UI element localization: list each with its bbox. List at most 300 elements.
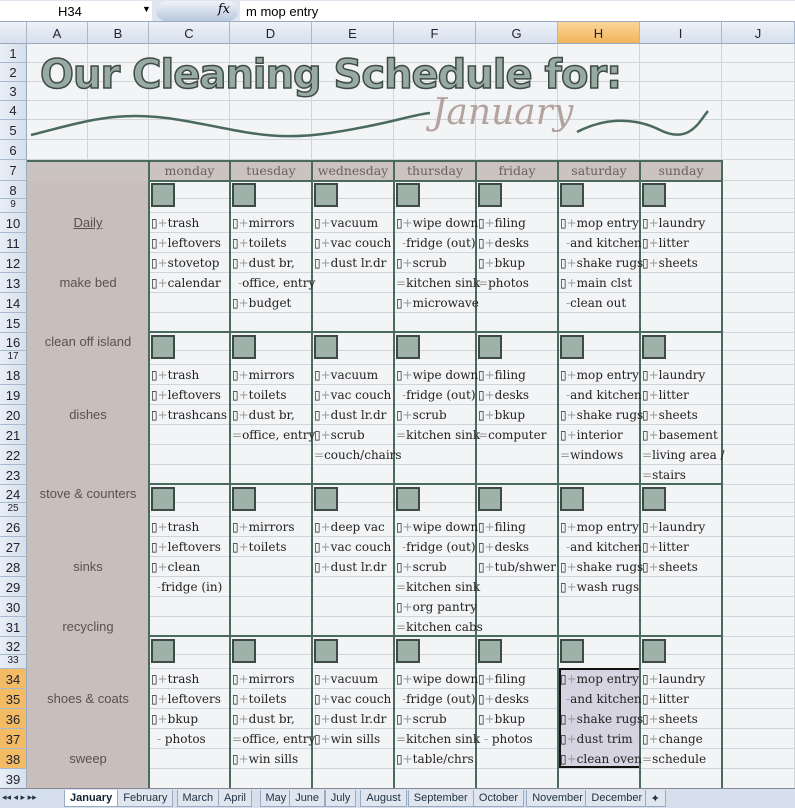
checkbox-icon[interactable]: ▯ [314, 672, 321, 686]
row-header-11[interactable]: 11 [0, 233, 27, 253]
checkbox-icon[interactable]: ▯ [396, 712, 403, 726]
task-item[interactable] [558, 577, 640, 597]
sheet-tab-september[interactable]: September [408, 790, 474, 807]
checkbox-icon[interactable]: ▯ [478, 520, 485, 534]
row-header-17[interactable]: 17 [0, 351, 27, 365]
task-item[interactable] [394, 405, 476, 425]
column-header-G[interactable]: G [476, 22, 558, 44]
row-header-12[interactable]: 12 [0, 253, 27, 273]
checkbox-icon[interactable]: ▯ [232, 256, 239, 270]
checkbox-icon[interactable]: ▯ [232, 712, 239, 726]
checkbox-icon[interactable]: ▯ [560, 560, 567, 574]
task-item[interactable] [394, 365, 479, 385]
task-continuation[interactable] [149, 729, 230, 749]
checkbox-icon[interactable]: ▯ [314, 256, 321, 270]
checkbox-icon[interactable]: ▯ [314, 388, 321, 402]
task-item[interactable] [394, 749, 476, 769]
task-continuation[interactable] [640, 749, 722, 769]
column-header-C[interactable]: C [149, 22, 230, 44]
week-checkbox[interactable] [396, 487, 420, 511]
checkbox-icon[interactable]: ▯ [642, 216, 649, 230]
row-header-39[interactable]: 39 [0, 769, 27, 789]
task-item[interactable] [640, 537, 722, 557]
checkbox-icon[interactable]: ▯ [478, 692, 485, 706]
column-header-E[interactable]: E [312, 22, 394, 44]
row-header-21[interactable]: 21 [0, 425, 27, 445]
week-checkbox[interactable] [396, 639, 420, 663]
checkbox-icon[interactable]: ▯ [314, 540, 321, 554]
task-item[interactable] [149, 689, 230, 709]
task-continuation[interactable] [558, 233, 640, 253]
week-checkbox[interactable] [314, 183, 338, 207]
task-continuation[interactable] [312, 445, 402, 465]
task-continuation[interactable] [230, 729, 316, 749]
checkbox-icon[interactable]: ▯ [314, 520, 321, 534]
row-header-34[interactable]: 34 [0, 669, 27, 689]
week-checkbox[interactable] [232, 183, 256, 207]
task-continuation[interactable] [640, 445, 725, 465]
task-item[interactable] [558, 253, 644, 273]
checkbox-icon[interactable]: ▯ [478, 560, 485, 574]
checkbox-icon[interactable]: ▯ [642, 732, 649, 746]
task-item[interactable] [149, 669, 230, 689]
column-header-A[interactable]: A [27, 22, 88, 44]
task-item[interactable] [640, 365, 722, 385]
task-item[interactable] [149, 517, 230, 537]
task-item[interactable] [558, 517, 640, 537]
checkbox-icon[interactable]: ▯ [560, 732, 567, 746]
week-checkbox[interactable] [396, 183, 420, 207]
checkbox-icon[interactable]: ▯ [232, 520, 239, 534]
task-item[interactable] [230, 293, 312, 313]
column-header-J[interactable]: J [722, 22, 795, 44]
week-checkbox[interactable] [151, 639, 175, 663]
checkbox-icon[interactable]: ▯ [560, 752, 567, 766]
checkbox-icon[interactable]: ▯ [642, 520, 649, 534]
row-header-29[interactable]: 29 [0, 577, 27, 597]
task-item[interactable] [312, 537, 394, 557]
task-item[interactable] [230, 213, 312, 233]
checkbox-icon[interactable]: ▯ [396, 256, 403, 270]
checkbox-icon[interactable]: ▯ [478, 388, 485, 402]
checkbox-icon[interactable]: ▯ [314, 732, 321, 746]
task-item[interactable] [476, 385, 558, 405]
checkbox-icon[interactable]: ▯ [560, 256, 567, 270]
sheet-tab-november[interactable]: November [526, 790, 589, 807]
task-item[interactable] [394, 709, 476, 729]
task-item[interactable] [476, 709, 558, 729]
checkbox-icon[interactable]: ▯ [560, 368, 567, 382]
row-header-30[interactable]: 30 [0, 597, 27, 617]
row-header-36[interactable]: 36 [0, 709, 27, 729]
task-continuation[interactable] [394, 689, 476, 709]
task-item[interactable] [558, 365, 640, 385]
week-checkbox[interactable] [560, 487, 584, 511]
task-continuation[interactable] [394, 729, 481, 749]
task-continuation[interactable] [558, 445, 640, 465]
row-header-10[interactable]: 10 [0, 213, 27, 233]
task-item[interactable] [230, 365, 312, 385]
row-header-6[interactable]: 6 [0, 140, 27, 160]
row-header-14[interactable]: 14 [0, 293, 27, 313]
row-header-35[interactable]: 35 [0, 689, 27, 709]
column-header-B[interactable]: B [88, 22, 149, 44]
task-item[interactable] [558, 213, 640, 233]
checkbox-icon[interactable]: ▯ [396, 368, 403, 382]
sheet-tab-june[interactable]: June [289, 790, 325, 807]
task-item[interactable] [230, 405, 312, 425]
row-header-20[interactable]: 20 [0, 405, 27, 425]
task-item[interactable] [476, 689, 558, 709]
week-checkbox[interactable] [560, 639, 584, 663]
checkbox-icon[interactable]: ▯ [642, 712, 649, 726]
checkbox-icon[interactable]: ▯ [478, 712, 485, 726]
checkbox-icon[interactable]: ▯ [642, 408, 649, 422]
task-continuation[interactable] [394, 385, 476, 405]
checkbox-icon[interactable]: ▯ [560, 408, 567, 422]
task-item[interactable] [230, 709, 312, 729]
checkbox-icon[interactable]: ▯ [642, 672, 649, 686]
checkbox-icon[interactable]: ▯ [314, 408, 321, 422]
row-header-27[interactable]: 27 [0, 537, 27, 557]
checkbox-icon[interactable]: ▯ [396, 560, 403, 574]
task-item[interactable] [312, 557, 394, 577]
week-checkbox[interactable] [478, 639, 502, 663]
week-checkbox[interactable] [560, 335, 584, 359]
task-item[interactable] [149, 537, 230, 557]
task-item[interactable] [312, 689, 394, 709]
row-header-19[interactable]: 19 [0, 385, 27, 405]
row-header-37[interactable]: 37 [0, 729, 27, 749]
task-item[interactable] [312, 425, 394, 445]
week-checkbox[interactable] [478, 487, 502, 511]
task-item[interactable] [312, 385, 394, 405]
checkbox-icon[interactable]: ▯ [396, 216, 403, 230]
checkbox-icon[interactable]: ▯ [396, 752, 403, 766]
week-checkbox[interactable] [396, 335, 420, 359]
task-item[interactable] [640, 405, 722, 425]
checkbox-icon[interactable]: ▯ [151, 560, 158, 574]
task-item[interactable] [312, 517, 394, 537]
task-item[interactable] [640, 517, 722, 537]
task-continuation[interactable] [394, 273, 481, 293]
task-item[interactable] [394, 597, 476, 617]
task-continuation[interactable] [476, 729, 558, 749]
row-header-26[interactable]: 26 [0, 517, 27, 537]
task-item[interactable] [640, 253, 722, 273]
checkbox-icon[interactable]: ▯ [396, 672, 403, 686]
task-continuation[interactable] [476, 425, 558, 445]
task-item[interactable] [640, 729, 722, 749]
row-header-24[interactable]: 24 [0, 485, 27, 503]
checkbox-icon[interactable]: ▯ [232, 296, 239, 310]
formula-input[interactable]: m mop entry [240, 1, 795, 21]
checkbox-icon[interactable]: ▯ [396, 520, 403, 534]
checkbox-icon[interactable]: ▯ [232, 216, 239, 230]
week-checkbox[interactable] [151, 487, 175, 511]
sheet-tab-february[interactable]: February [117, 790, 173, 807]
checkbox-icon[interactable]: ▯ [232, 236, 239, 250]
checkbox-icon[interactable]: ▯ [232, 752, 239, 766]
checkbox-icon[interactable]: ▯ [151, 236, 158, 250]
row-header-15[interactable]: 15 [0, 313, 27, 333]
checkbox-icon[interactable]: ▯ [478, 368, 485, 382]
week-checkbox[interactable] [314, 335, 338, 359]
checkbox-icon[interactable]: ▯ [151, 408, 158, 422]
task-item[interactable] [558, 729, 640, 749]
checkbox-icon[interactable]: ▯ [478, 540, 485, 554]
checkbox-icon[interactable]: ▯ [151, 256, 158, 270]
row-header-9[interactable]: 9 [0, 199, 27, 213]
week-checkbox[interactable] [232, 335, 256, 359]
task-continuation[interactable] [476, 273, 558, 293]
sheet-tab-march[interactable]: March [177, 790, 220, 807]
task-continuation[interactable] [230, 273, 316, 293]
task-item[interactable] [149, 405, 230, 425]
week-checkbox[interactable] [232, 639, 256, 663]
task-item[interactable] [394, 293, 479, 313]
task-item[interactable] [558, 425, 640, 445]
checkbox-icon[interactable]: ▯ [151, 672, 158, 686]
sheet-tab-january[interactable]: January [64, 790, 118, 807]
checkbox-icon[interactable]: ▯ [151, 368, 158, 382]
week-checkbox[interactable] [642, 487, 666, 511]
row-header-4[interactable]: 4 [0, 101, 27, 120]
task-item[interactable] [230, 669, 312, 689]
task-continuation[interactable] [394, 537, 476, 557]
task-item[interactable] [230, 689, 312, 709]
week-checkbox[interactable] [151, 183, 175, 207]
task-continuation[interactable] [149, 577, 230, 597]
tab-navigation-arrows[interactable]: ◂◂ ◂ ▸ ▸▸ [2, 792, 37, 802]
sheet-tab-august[interactable]: August [360, 790, 406, 807]
week-checkbox[interactable] [642, 335, 666, 359]
task-item[interactable] [476, 365, 558, 385]
column-header-H[interactable]: H [558, 22, 640, 44]
task-item[interactable] [149, 273, 230, 293]
row-header-22[interactable]: 22 [0, 445, 27, 465]
sheet-tab-april[interactable]: April [218, 790, 252, 807]
week-checkbox[interactable] [232, 487, 256, 511]
task-item[interactable] [230, 517, 312, 537]
task-item[interactable] [476, 537, 558, 557]
task-item[interactable] [394, 557, 476, 577]
task-item[interactable] [476, 253, 558, 273]
task-continuation[interactable] [640, 465, 722, 485]
checkbox-icon[interactable]: ▯ [478, 408, 485, 422]
task-item[interactable] [640, 213, 722, 233]
task-item[interactable] [312, 365, 394, 385]
column-header-I[interactable]: I [640, 22, 722, 44]
task-item[interactable] [312, 709, 394, 729]
checkbox-icon[interactable]: ▯ [642, 560, 649, 574]
row-header-18[interactable]: 18 [0, 365, 27, 385]
task-continuation[interactable] [394, 233, 476, 253]
checkbox-icon[interactable]: ▯ [478, 236, 485, 250]
task-item[interactable] [394, 517, 479, 537]
task-continuation[interactable] [558, 537, 640, 557]
task-item[interactable] [149, 213, 230, 233]
checkbox-icon[interactable]: ▯ [642, 428, 649, 442]
task-item[interactable] [149, 253, 230, 273]
task-item[interactable] [230, 253, 312, 273]
checkbox-icon[interactable]: ▯ [314, 368, 321, 382]
checkbox-icon[interactable]: ▯ [642, 236, 649, 250]
task-item[interactable] [558, 669, 640, 689]
row-header-16[interactable]: 16 [0, 333, 27, 351]
checkbox-icon[interactable]: ▯ [642, 692, 649, 706]
checkbox-icon[interactable]: ▯ [314, 560, 321, 574]
task-continuation[interactable] [394, 425, 481, 445]
row-header-25[interactable]: 25 [0, 503, 27, 517]
checkbox-icon[interactable]: ▯ [151, 216, 158, 230]
task-continuation[interactable] [558, 385, 640, 405]
row-header-38[interactable]: 38 [0, 749, 27, 769]
row-header-13[interactable]: 13 [0, 273, 27, 293]
task-item[interactable] [640, 557, 722, 577]
week-checkbox[interactable] [478, 183, 502, 207]
task-item[interactable] [558, 749, 640, 769]
sheet-tab-october[interactable]: October [473, 790, 524, 807]
checkbox-icon[interactable]: ▯ [151, 712, 158, 726]
column-header-D[interactable]: D [230, 22, 312, 44]
checkbox-icon[interactable]: ▯ [642, 388, 649, 402]
sheet-tab-may[interactable]: May [260, 790, 293, 807]
task-continuation[interactable] [558, 293, 640, 313]
task-item[interactable] [312, 253, 394, 273]
task-item[interactable] [149, 709, 230, 729]
task-item[interactable] [312, 213, 394, 233]
row-header-33[interactable]: 33 [0, 655, 27, 669]
task-item[interactable] [149, 365, 230, 385]
checkbox-icon[interactable]: ▯ [232, 540, 239, 554]
task-item[interactable] [476, 669, 558, 689]
row-header-5[interactable]: 5 [0, 120, 27, 140]
checkbox-icon[interactable]: ▯ [151, 520, 158, 534]
task-item[interactable] [312, 729, 394, 749]
checkbox-icon[interactable]: ▯ [314, 236, 321, 250]
checkbox-icon[interactable]: ▯ [560, 672, 567, 686]
row-header-23[interactable]: 23 [0, 465, 27, 485]
task-item[interactable] [558, 273, 640, 293]
task-item[interactable] [476, 233, 558, 253]
task-item[interactable] [640, 425, 722, 445]
row-header-8[interactable]: 8 [0, 181, 27, 199]
task-item[interactable] [230, 749, 312, 769]
checkbox-icon[interactable]: ▯ [151, 540, 158, 554]
sheet-tab-december[interactable]: December [585, 790, 648, 807]
row-header-31[interactable]: 31 [0, 617, 27, 637]
task-item[interactable] [476, 557, 558, 577]
task-item[interactable] [640, 233, 722, 253]
task-item[interactable] [394, 669, 479, 689]
task-item[interactable] [476, 405, 558, 425]
checkbox-icon[interactable]: ▯ [560, 276, 567, 290]
checkbox-icon[interactable]: ▯ [314, 712, 321, 726]
checkbox-icon[interactable]: ▯ [642, 368, 649, 382]
checkbox-icon[interactable]: ▯ [478, 256, 485, 270]
checkbox-icon[interactable]: ▯ [314, 428, 321, 442]
checkbox-icon[interactable]: ▯ [232, 368, 239, 382]
row-header-2[interactable]: 2 [0, 63, 27, 82]
checkbox-icon[interactable]: ▯ [478, 216, 485, 230]
checkbox-icon[interactable]: ▯ [560, 428, 567, 442]
week-checkbox[interactable] [314, 487, 338, 511]
row-header-1[interactable]: 1 [0, 44, 27, 63]
task-item[interactable] [558, 557, 644, 577]
row-header-7[interactable]: 7 [0, 160, 27, 181]
row-header-3[interactable]: 3 [0, 82, 27, 101]
checkbox-icon[interactable]: ▯ [232, 692, 239, 706]
task-item[interactable] [394, 213, 479, 233]
task-continuation[interactable] [230, 425, 316, 445]
checkbox-icon[interactable]: ▯ [642, 540, 649, 554]
checkbox-icon[interactable]: ▯ [232, 408, 239, 422]
task-item[interactable] [640, 709, 722, 729]
task-item[interactable] [230, 233, 312, 253]
row-header-28[interactable]: 28 [0, 557, 27, 577]
checkbox-icon[interactable]: ▯ [232, 388, 239, 402]
week-checkbox[interactable] [478, 335, 502, 359]
task-item[interactable] [558, 709, 644, 729]
week-checkbox[interactable] [151, 335, 175, 359]
checkbox-icon[interactable]: ▯ [560, 580, 567, 594]
task-continuation[interactable] [558, 689, 640, 709]
checkbox-icon[interactable]: ▯ [151, 388, 158, 402]
task-item[interactable] [312, 405, 394, 425]
task-continuation[interactable] [394, 577, 481, 597]
row-header-32[interactable]: 32 [0, 637, 27, 655]
checkbox-icon[interactable]: ▯ [151, 276, 158, 290]
checkbox-icon[interactable]: ▯ [396, 600, 403, 614]
task-item[interactable] [640, 385, 722, 405]
week-checkbox[interactable] [314, 639, 338, 663]
task-item[interactable] [558, 405, 644, 425]
checkbox-icon[interactable]: ▯ [396, 296, 403, 310]
task-item[interactable] [640, 669, 722, 689]
checkbox-icon[interactable]: ▯ [396, 408, 403, 422]
checkbox-icon[interactable]: ▯ [232, 672, 239, 686]
week-checkbox[interactable] [642, 183, 666, 207]
sheet-tab-july[interactable]: July [325, 790, 357, 807]
checkbox-icon[interactable]: ▯ [560, 712, 567, 726]
task-item[interactable] [312, 233, 394, 253]
checkbox-icon[interactable]: ▯ [642, 256, 649, 270]
week-checkbox[interactable] [642, 639, 666, 663]
checkbox-icon[interactable]: ▯ [314, 216, 321, 230]
checkbox-icon[interactable]: ▯ [151, 692, 158, 706]
checkbox-icon[interactable]: ▯ [478, 672, 485, 686]
task-item[interactable] [312, 669, 394, 689]
checkbox-icon[interactable]: ▯ [560, 216, 567, 230]
column-header-F[interactable]: F [394, 22, 476, 44]
checkbox-icon[interactable]: ▯ [560, 520, 567, 534]
task-item[interactable] [476, 213, 558, 233]
task-item[interactable] [394, 253, 476, 273]
task-item[interactable] [149, 233, 230, 253]
task-item[interactable] [149, 385, 230, 405]
task-item[interactable] [149, 557, 230, 577]
task-item[interactable] [640, 689, 722, 709]
week-checkbox[interactable] [560, 183, 584, 207]
task-item[interactable] [230, 385, 312, 405]
task-continuation[interactable] [394, 617, 483, 637]
insert-sheet-icon[interactable]: ✦ [645, 790, 666, 807]
dropdown-arrow-icon[interactable]: ▼ [142, 4, 151, 14]
task-item[interactable] [476, 517, 558, 537]
checkbox-icon[interactable]: ▯ [314, 692, 321, 706]
task-item[interactable] [230, 537, 312, 557]
